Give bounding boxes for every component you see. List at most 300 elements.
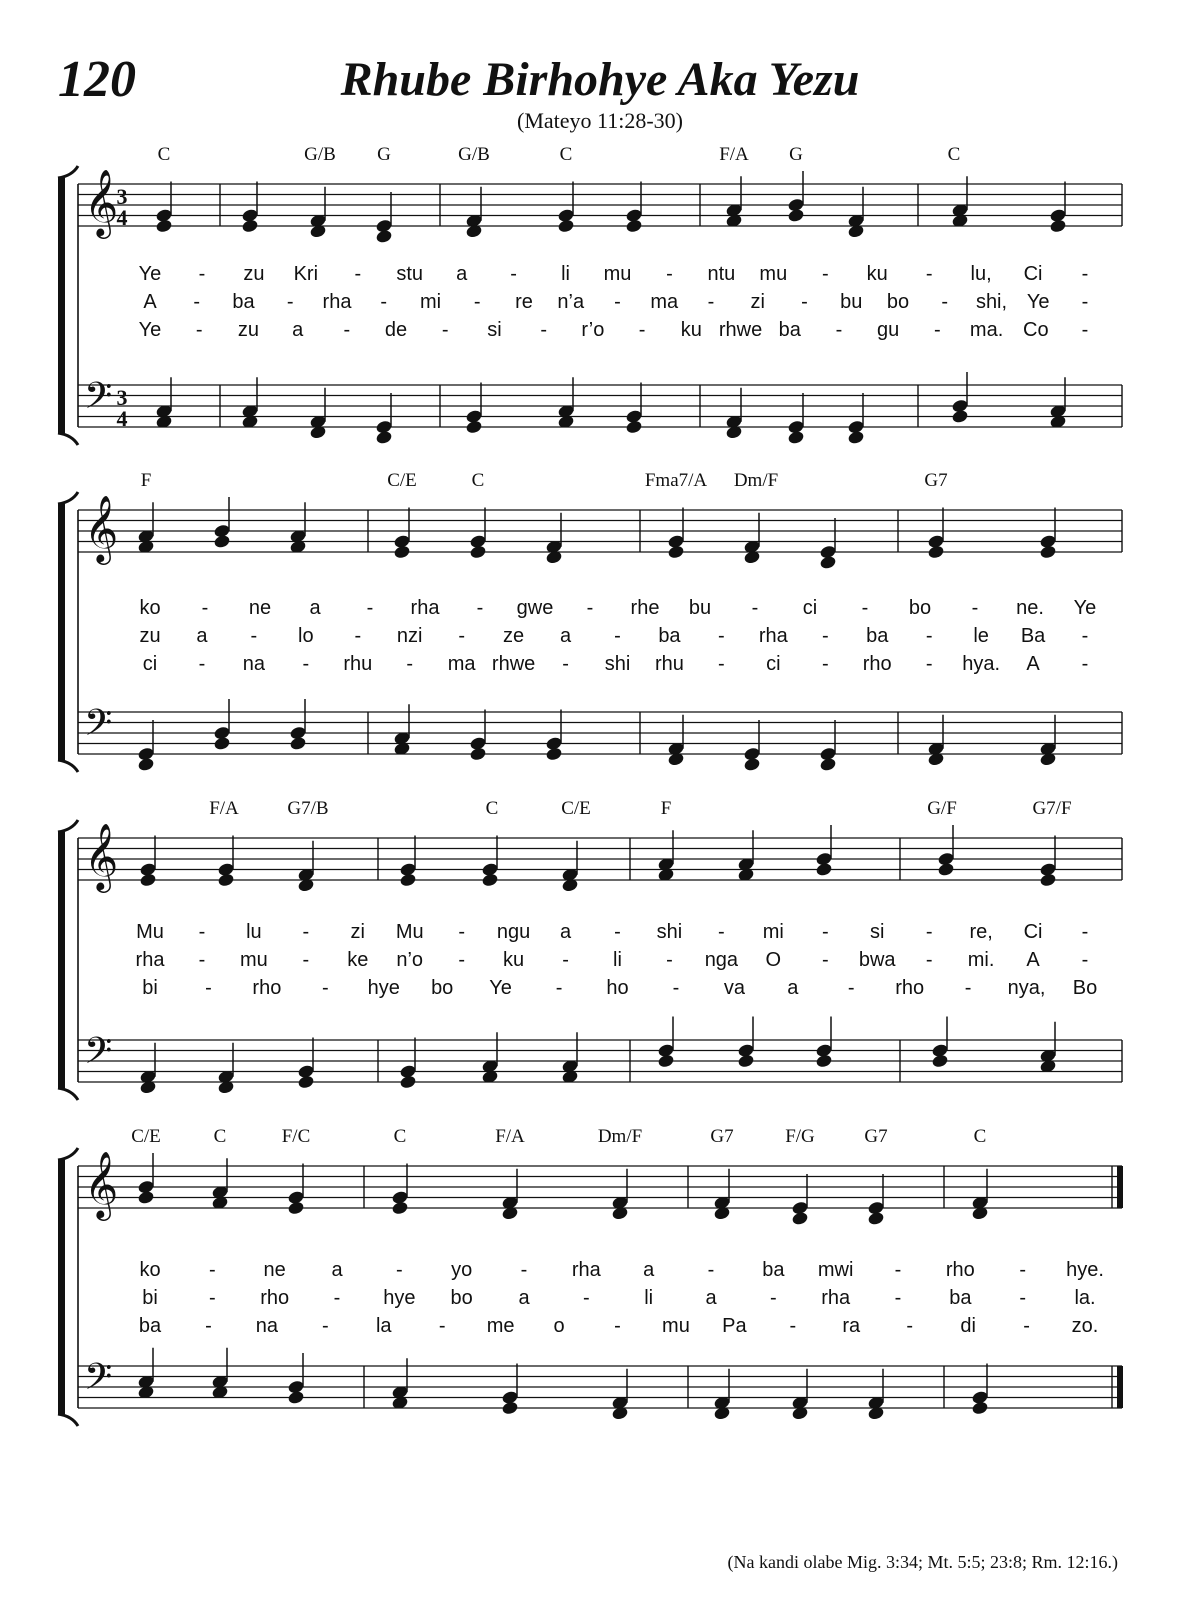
lyric-syllable: rha: [322, 291, 352, 313]
lyric-syllable: A: [143, 291, 157, 313]
lyric-syllable: rhe: [630, 597, 660, 619]
lyric-syllable: -: [198, 263, 206, 285]
lyric-syllable: ku: [503, 949, 525, 971]
bass-note: [287, 1390, 305, 1405]
lyric-syllable: mu: [239, 949, 268, 971]
lyric-syllable: hya.: [962, 653, 1001, 675]
lyric-syllable: rhwe: [718, 319, 763, 341]
lyric-syllable: -: [195, 319, 203, 341]
lyric-syllable: mu: [662, 1315, 690, 1337]
lyric-syllable: ba: [949, 1287, 972, 1309]
treble-note: [469, 544, 487, 559]
lyric-syllable: A: [1026, 653, 1040, 675]
lyric-syllable: -: [707, 291, 715, 313]
lyric-syllable: -: [321, 977, 329, 999]
lyric-syllable: ma.: [969, 319, 1004, 341]
lyric-syllable: -: [555, 977, 563, 999]
lyric-syllable: -: [198, 921, 206, 943]
lyric-syllable: a: [705, 1287, 717, 1309]
lyric-syllable: -: [406, 653, 414, 675]
treble-note: [139, 872, 157, 887]
lyric-syllable: ci: [802, 597, 818, 619]
lyric-syllable: Ye: [1026, 291, 1050, 313]
lyric-syllable: -: [925, 263, 933, 285]
lyric-syllable: ko: [139, 1259, 161, 1281]
lyric-syllable: -: [562, 653, 569, 675]
lyric-syllable: -: [666, 263, 673, 285]
bass-clef-icon: 𝄢: [84, 1030, 113, 1081]
hymn-title: Rhube Birhohye Aka Yezu: [340, 53, 860, 106]
treble-note: [927, 544, 945, 559]
lyric-syllable: bi: [142, 1287, 158, 1309]
treble-note: [815, 862, 833, 877]
lyric-syllable: -: [395, 1259, 403, 1281]
lyric-syllable: rho: [895, 977, 925, 999]
final-barline-thick: [1117, 1166, 1123, 1208]
bracket-hook-bottom: [58, 760, 78, 772]
lyric-syllable: Ba: [1020, 625, 1046, 647]
lyric-syllable: -: [354, 263, 362, 285]
lyric-syllable: -: [847, 977, 855, 999]
lyric-syllable: ne: [263, 1259, 286, 1281]
lyric-syllable: n’a: [557, 291, 585, 313]
lyric-syllable: shi: [656, 921, 683, 943]
lyric-syllable: Ye: [138, 263, 162, 285]
lyric-syllable: -: [614, 921, 621, 943]
lyric-syllable: la: [375, 1315, 392, 1337]
lyric-syllable: de: [384, 319, 408, 341]
lyric-syllable: rha: [135, 949, 165, 971]
lyric-syllable: Kri: [293, 263, 319, 285]
lyric-syllable: a: [518, 1287, 530, 1309]
lyric-syllable: -: [441, 319, 449, 341]
chord-symbol: G7/B: [287, 798, 329, 819]
lyric-syllable: ba: [866, 625, 889, 647]
treble-note: [1049, 218, 1067, 233]
treble-note: [1039, 544, 1057, 559]
chord-symbol: F/A: [209, 798, 239, 819]
lyric-syllable: hye: [367, 977, 400, 999]
lyric-syllable: -: [208, 1287, 216, 1309]
chord-symbol: Fma7/A: [644, 470, 708, 491]
chord-symbol: G7/F: [1032, 798, 1072, 819]
chord-symbol: C/E: [561, 798, 591, 819]
lyric-syllable: ku: [680, 319, 702, 341]
lyric-syllable: -: [769, 1287, 777, 1309]
bass-note: [469, 746, 487, 761]
lyric-syllable: -: [458, 949, 466, 971]
bass-note: [297, 1074, 315, 1089]
lyric-syllable: rho: [252, 977, 282, 999]
bass-note: [737, 1053, 755, 1068]
lyric-syllable: shi: [604, 653, 631, 675]
lyric-syllable: -: [906, 1315, 914, 1337]
lyric-syllable: -: [476, 597, 484, 619]
lyric-syllable: rha: [758, 625, 788, 647]
lyric-syllable: ci: [142, 653, 158, 675]
treble-note: [557, 218, 575, 233]
lyric-syllable: ma: [650, 291, 679, 313]
chord-symbol: C: [213, 1126, 227, 1147]
chord-symbol: G7: [710, 1126, 734, 1147]
chord-symbol: G: [789, 144, 803, 165]
bass-note: [289, 736, 307, 751]
lyric-syllable: ko: [139, 597, 161, 619]
lyric-syllable: -: [1081, 949, 1089, 971]
bracket-hook-top: [58, 820, 78, 832]
chord-symbol: C: [485, 798, 499, 819]
chord-symbol: G/F: [927, 798, 957, 819]
lyric-syllable: -: [343, 319, 351, 341]
lyric-syllable: -: [821, 653, 829, 675]
lyric-syllable: Ci: [1023, 921, 1043, 943]
lyric-syllable: ba: [778, 319, 801, 341]
bass-note: [787, 430, 805, 445]
scripture-reference: (Mateyo 11:28-30): [517, 108, 683, 133]
lyric-syllable: -: [672, 977, 680, 999]
lyric-syllable: ho: [606, 977, 629, 999]
lyric-syllable: a: [559, 921, 572, 943]
lyric-syllable: -: [582, 1287, 590, 1309]
bracket-hook-bottom: [58, 433, 78, 445]
lyric-syllable: ku: [866, 263, 888, 285]
lyric-syllable: -: [821, 263, 829, 285]
lyric-syllable: yo: [451, 1259, 473, 1281]
lyric-syllable: -: [473, 291, 481, 313]
lyric-syllable: nzi: [396, 625, 423, 647]
treble-note: [241, 218, 259, 233]
lyric-syllable: rho: [945, 1259, 975, 1281]
treble-note: [217, 872, 235, 887]
treble-clef-icon: 𝄞: [84, 822, 119, 890]
treble-time-signature-top: 3: [116, 184, 128, 209]
lyric-syllable: bu: [840, 291, 863, 313]
lyric-syllable: ma: [447, 653, 476, 675]
lyric-syllable: re,: [969, 921, 993, 943]
lyric-syllable: -: [1019, 1287, 1027, 1309]
lyric-syllable: -: [250, 625, 258, 647]
lyric-syllable: -: [321, 1315, 329, 1337]
lyric-syllable: zu: [139, 625, 161, 647]
bass-clef-icon: 𝄢: [84, 1356, 113, 1407]
lyric-syllable: -: [380, 291, 388, 313]
lyric-syllable: zi: [350, 921, 366, 943]
treble-note: [1039, 872, 1057, 887]
lyric-syllable: -: [934, 319, 941, 341]
lyric-syllable: mu: [759, 263, 788, 285]
lyric-syllable: -: [1081, 653, 1089, 675]
lyric-syllable: -: [302, 653, 310, 675]
lyric-syllable: -: [707, 1259, 715, 1281]
lyric-syllable: a: [292, 319, 304, 341]
lyric-syllable: rha: [410, 597, 440, 619]
chord-symbol: C: [393, 1126, 407, 1147]
lyric-syllable: -: [894, 1259, 902, 1281]
lyric-syllable: -: [366, 597, 374, 619]
bracket-hook-bottom: [58, 1088, 78, 1100]
chord-symbol: C/E: [131, 1126, 161, 1147]
lyric-syllable: -: [438, 1315, 446, 1337]
lyric-syllable: ntu: [707, 263, 736, 285]
chord-symbol: F/A: [495, 1126, 525, 1147]
lyric-syllable: ke: [347, 949, 369, 971]
lyric-syllable: -: [821, 625, 829, 647]
lyric-syllable: ngu: [496, 921, 531, 943]
lyric-syllable: -: [205, 977, 212, 999]
lyric-syllable: -: [510, 263, 517, 285]
chord-symbol: F/A: [719, 144, 749, 165]
treble-note: [819, 555, 837, 570]
bass-note: [137, 757, 155, 772]
lyric-syllable: bo: [886, 291, 910, 313]
lyric-syllable: -: [614, 1315, 621, 1337]
lyric-syllable: -: [286, 291, 294, 313]
lyric-syllable: gu: [877, 319, 900, 341]
lyric-syllable: -: [1081, 291, 1089, 313]
lyric-syllable: -: [941, 291, 949, 313]
bracket-hook-top: [58, 492, 78, 504]
lyric-syllable: mi: [762, 921, 784, 943]
lyric-syllable: ra: [842, 1315, 861, 1337]
treble-note: [375, 229, 393, 244]
lyric-syllable: ne: [248, 597, 272, 619]
bracket-hook-bottom: [58, 1414, 78, 1426]
lyric-syllable: ba: [138, 1315, 162, 1337]
lyric-syllable: -: [208, 1259, 216, 1281]
treble-note: [391, 1200, 409, 1215]
bass-note: [657, 1053, 675, 1068]
lyric-syllable: lu,: [970, 263, 992, 285]
lyric-syllable: rhu: [343, 653, 373, 675]
lyric-syllable: -: [821, 921, 829, 943]
lyric-syllable: ba: [658, 625, 681, 647]
lyric-syllable: Ye: [489, 977, 512, 999]
treble-note: [481, 872, 499, 887]
bass-note: [375, 430, 393, 445]
system-bracket: [58, 1160, 65, 1414]
lyric-syllable: -: [861, 597, 869, 619]
lyric-syllable: na: [255, 1315, 278, 1337]
treble-note: [399, 872, 417, 887]
lyric-syllable: zu: [237, 319, 259, 341]
lyric-syllable: ci: [766, 653, 781, 675]
bass-time-signature-bottom: 4: [116, 406, 128, 431]
lyric-syllable: -: [614, 291, 621, 313]
chord-symbol: C: [559, 144, 573, 165]
lyric-syllable: bi: [142, 977, 158, 999]
lyric-syllable: a: [787, 977, 799, 999]
lyric-syllable: Bo: [1072, 977, 1098, 999]
lyric-syllable: me: [486, 1315, 515, 1337]
lyric-syllable: -: [835, 319, 843, 341]
lyric-syllable: -: [638, 319, 646, 341]
lyric-syllable: mi.: [967, 949, 995, 971]
lyric-syllable: lo: [298, 625, 314, 647]
lyric-syllable: lu: [246, 921, 262, 943]
lyric-syllable: -: [821, 949, 829, 971]
lyric-syllable: nga: [704, 949, 739, 971]
lyric-syllable: rhu: [654, 653, 684, 675]
bass-note: [399, 1074, 417, 1089]
lyric-syllable: n’o: [396, 949, 424, 971]
lyric-syllable: hye.: [1066, 1259, 1104, 1281]
bass-note: [951, 409, 969, 424]
lyric-syllable: rha: [571, 1259, 601, 1281]
lyric-syllable: -: [801, 291, 808, 313]
footnote: (Na kandi olabe Mig. 3:34; Mt. 5:5; 23:8; Rm. 12:16.): [727, 1552, 1118, 1572]
lyric-syllable: la.: [1074, 1287, 1096, 1309]
treble-note: [867, 1211, 885, 1226]
chord-symbol: F: [660, 798, 672, 819]
lyric-syllable: -: [193, 291, 201, 313]
bass-note: [815, 1053, 833, 1068]
bass-note: [819, 757, 837, 772]
bass-note: [213, 736, 231, 751]
final-barline-thick: [1117, 1366, 1123, 1408]
lyric-syllable: bwa: [858, 949, 896, 971]
lyric-syllable: -: [302, 921, 310, 943]
lyric-syllable: si: [487, 319, 502, 341]
lyric-syllable: -: [718, 653, 725, 675]
chord-symbol: G7: [924, 470, 948, 491]
lyric-syllable: Ye: [138, 319, 162, 341]
chord-symbol: G/B: [304, 144, 336, 165]
chord-symbol: C: [947, 144, 961, 165]
lyric-syllable: Mu: [395, 921, 424, 943]
treble-note: [155, 218, 173, 233]
bass-note: [743, 757, 761, 772]
treble-note: [137, 1190, 155, 1205]
lyric-syllable: -: [789, 1315, 797, 1337]
lyric-syllable: li: [613, 949, 622, 971]
treble-note: [625, 218, 643, 233]
lyric-syllable: zu: [243, 263, 265, 285]
lyric-syllable: bu: [688, 597, 712, 619]
treble-time-signature-bottom: 4: [116, 205, 128, 230]
bass-clef-icon: 𝄢: [84, 702, 113, 753]
lyric-syllable: va: [723, 977, 745, 999]
lyric-syllable: r’o: [581, 319, 605, 341]
lyric-syllable: bo: [431, 977, 454, 999]
lyric-syllable: -: [354, 625, 362, 647]
bass-clef-icon: 𝄢: [84, 375, 113, 426]
lyric-syllable: -: [1081, 263, 1089, 285]
lyric-syllable: Co: [1023, 319, 1049, 341]
chord-symbol: G: [377, 144, 391, 165]
lyric-syllable: -: [666, 949, 673, 971]
chord-symbol: F/G: [785, 1126, 815, 1147]
system-bracket: [58, 504, 65, 760]
lyric-syllable: si: [869, 921, 885, 943]
chord-symbol: C: [471, 470, 485, 491]
lyric-syllable: Ye: [1073, 597, 1097, 619]
chord-symbol: C/E: [387, 470, 417, 491]
lyric-syllable: Ci: [1023, 263, 1043, 285]
hymn-number: 120: [58, 51, 136, 108]
chord-symbol: Dm/F: [733, 470, 779, 491]
bass-note: [931, 1053, 949, 1068]
lyric-syllable: bo: [908, 597, 932, 619]
chord-symbol: C: [157, 144, 171, 165]
lyric-syllable: -: [925, 653, 933, 675]
lyric-syllable: mu: [603, 263, 632, 285]
lyric-syllable: -: [925, 625, 933, 647]
chord-symbol: G7: [864, 1126, 888, 1147]
treble-clef-icon: 𝄞: [84, 1150, 119, 1218]
bass-note: [971, 1400, 989, 1415]
treble-note: [393, 544, 411, 559]
lyric-syllable: di: [960, 1315, 976, 1337]
lyric-syllable: -: [520, 1259, 528, 1281]
lyric-syllable: O: [765, 949, 782, 971]
lyric-syllable: -: [964, 977, 972, 999]
lyric-syllable: ba: [762, 1259, 785, 1281]
lyric-syllable: -: [198, 653, 206, 675]
treble-note: [787, 208, 805, 223]
lyric-syllable: mi: [419, 291, 442, 313]
lyric-syllable: -: [1081, 921, 1089, 943]
lyric-syllable: hye: [383, 1287, 416, 1309]
treble-clef-icon: 𝄞: [84, 494, 119, 562]
bracket-hook-top: [58, 1148, 78, 1160]
bass-time-signature-top: 3: [116, 385, 128, 410]
lyric-syllable: -: [614, 625, 621, 647]
system-bracket: [58, 178, 65, 433]
lyric-syllable: ze: [503, 625, 525, 647]
lyric-syllable: -: [925, 921, 933, 943]
lyric-syllable: A: [1026, 949, 1040, 971]
chord-symbol: Dm/F: [597, 1126, 643, 1147]
lyric-syllable: li: [561, 263, 571, 285]
treble-note: [287, 1200, 305, 1215]
lyric-syllable: -: [302, 949, 310, 971]
lyric-syllable: Mu: [136, 921, 164, 943]
bass-note: [545, 746, 563, 761]
lyric-syllable: -: [201, 597, 209, 619]
bass-note: [625, 419, 643, 434]
lyric-syllable: zi: [750, 291, 765, 313]
lyric-syllable: -: [458, 921, 466, 943]
lyric-syllable: le: [973, 625, 989, 647]
bass-note: [501, 1400, 519, 1415]
lyric-syllable: shi,: [975, 291, 1008, 313]
chord-symbol: F: [140, 470, 152, 491]
lyric-syllable: -: [333, 1287, 341, 1309]
treble-clef-icon: 𝄞: [84, 168, 119, 236]
lyric-syllable: rhwe: [491, 653, 536, 675]
lyric-syllable: mwi: [817, 1259, 854, 1281]
lyric-syllable: a: [559, 625, 572, 647]
lyric-syllable: a: [196, 625, 208, 647]
lyric-syllable: li: [644, 1287, 654, 1309]
lyric-syllable: -: [1081, 319, 1089, 341]
lyric-syllable: -: [586, 597, 594, 619]
lyric-syllable: o: [553, 1315, 565, 1337]
lyric-syllable: -: [1081, 625, 1089, 647]
treble-note: [213, 534, 231, 549]
treble-note: [667, 544, 685, 559]
lyric-syllable: -: [751, 597, 759, 619]
chord-symbol: C: [973, 1126, 987, 1147]
lyric-syllable: a: [331, 1259, 343, 1281]
lyric-syllable: stu: [396, 263, 424, 285]
bass-note: [847, 430, 865, 445]
lyric-syllable: -: [718, 625, 725, 647]
lyric-syllable: a: [456, 263, 468, 285]
lyric-syllable: gwe: [516, 597, 554, 619]
lyric-syllable: -: [1023, 1315, 1030, 1337]
lyric-syllable: nya,: [1007, 977, 1046, 999]
